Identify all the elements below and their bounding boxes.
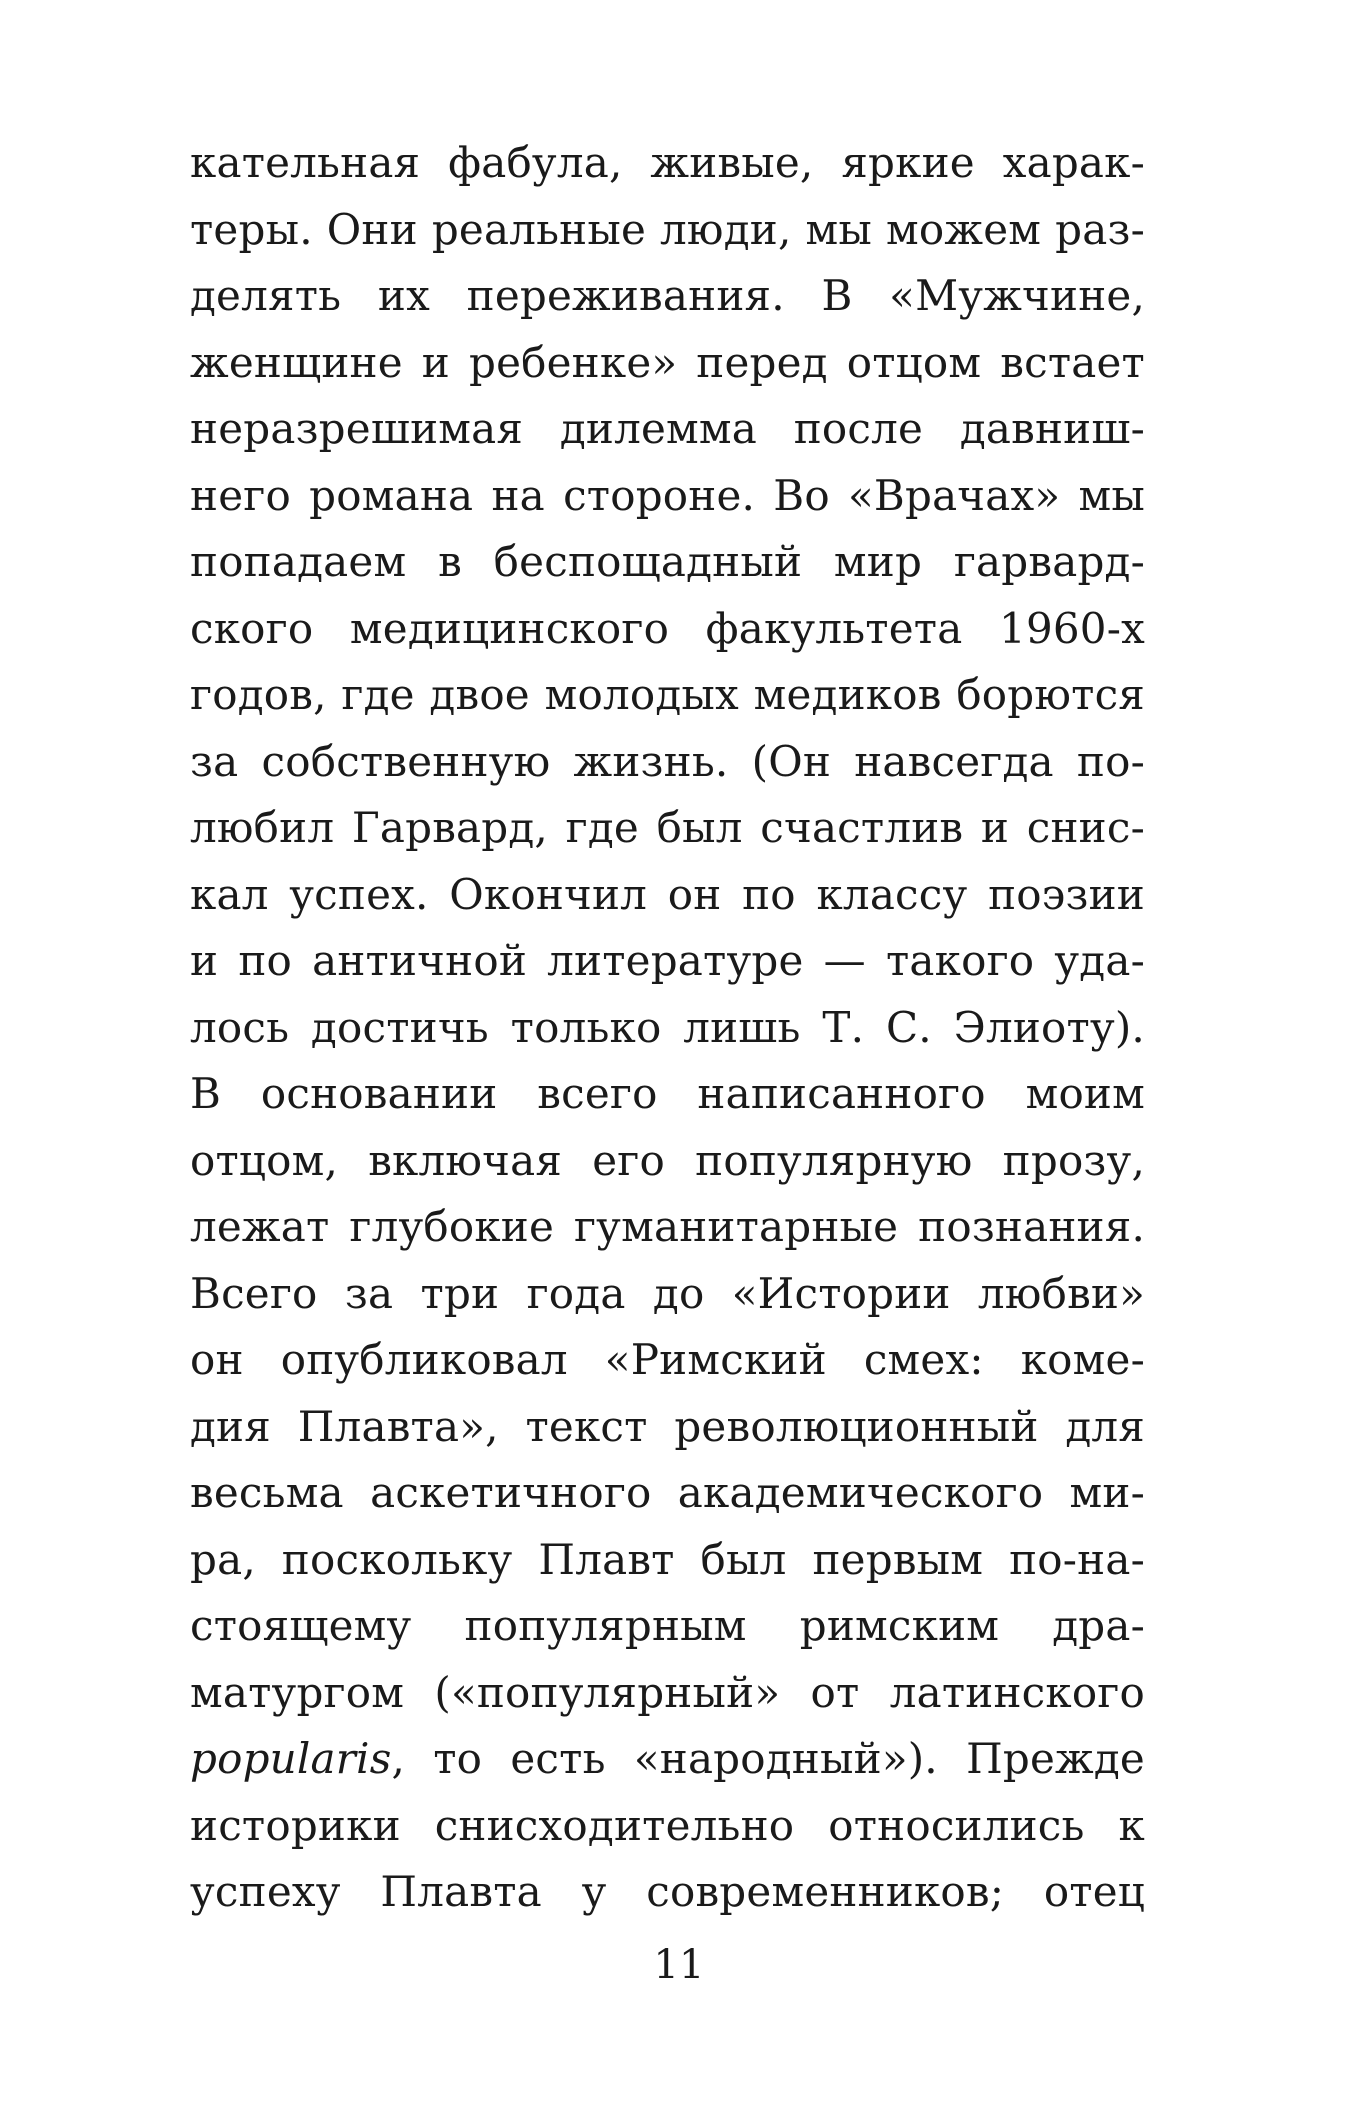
text-line-9: годов, где двое молодых медиков борются (190, 670, 1145, 719)
text-line-25 (190, 1726, 1145, 1793)
text-line-18: Всего за три года до «Истории любви» (190, 1268, 1145, 1318)
latin-word-popularis: popularis (190, 1734, 392, 1783)
text-line-19: он опубликовал «Римский смех: коме- (190, 1335, 1145, 1384)
text-line-15: В основании всего написанного моим (190, 1069, 1145, 1118)
text-line-10: за собственную жизнь. (Он навсегда по- (190, 736, 1145, 786)
text-line-21: весьма аскетичного академического ми- (190, 1468, 1145, 1517)
text-line-4: женщине и ребенке» перед отцом встает (190, 337, 1145, 387)
text-line-16: отцом, включая его популярную прозу, (190, 1135, 1145, 1185)
text-line-7: попадаем в беспощадный мир гарвард- (190, 537, 1145, 586)
text-line-8: ского медицинского факультета 1960-х (190, 603, 1145, 653)
text-line-26: историки снисходительно относились к (190, 1800, 1145, 1850)
text-line-5: неразрешимая дилемма после давниш- (190, 404, 1145, 453)
text-line-17: лежат глубокие гуманитарные познания. (190, 1202, 1145, 1251)
text-line-11: любил Гарвард, где был счастлив и снис- (190, 803, 1145, 852)
text-line-3: делять их переживания. В «Мужчине, (190, 271, 1145, 320)
text-line-23: стоящему популярным римским дра- (190, 1601, 1145, 1650)
body-text (190, 130, 1145, 1926)
text-line-14: лось достичь только лишь Т. С. Элиоту). (190, 1002, 1145, 1052)
text-line-1: кательная фабула, живые, яркие харак- (190, 138, 1145, 187)
text-line-24: матургом («популярный» от латинского (190, 1667, 1145, 1717)
page-number: 11 (653, 1942, 705, 1988)
text-line-13: и по античной литературе — такого уда- (190, 936, 1145, 985)
text-line-27: успеху Плавта у современников; отец (190, 1867, 1145, 1916)
text-line-22: ра, поскольку Плавт был первым по-на- (190, 1534, 1145, 1584)
text-line-20: дия Плавта», текст революционный для (190, 1401, 1145, 1451)
text-line-12: кал успех. Окончил он по классу поэзии (190, 869, 1145, 919)
text-line-2: теры. Они реальные люди, мы можем раз- (190, 204, 1145, 254)
text-line-25-rest: , то есть «народный»). Прежде (391, 1734, 1145, 1783)
text-line-6: него романа на стороне. Во «Врачах» мы (190, 470, 1145, 520)
